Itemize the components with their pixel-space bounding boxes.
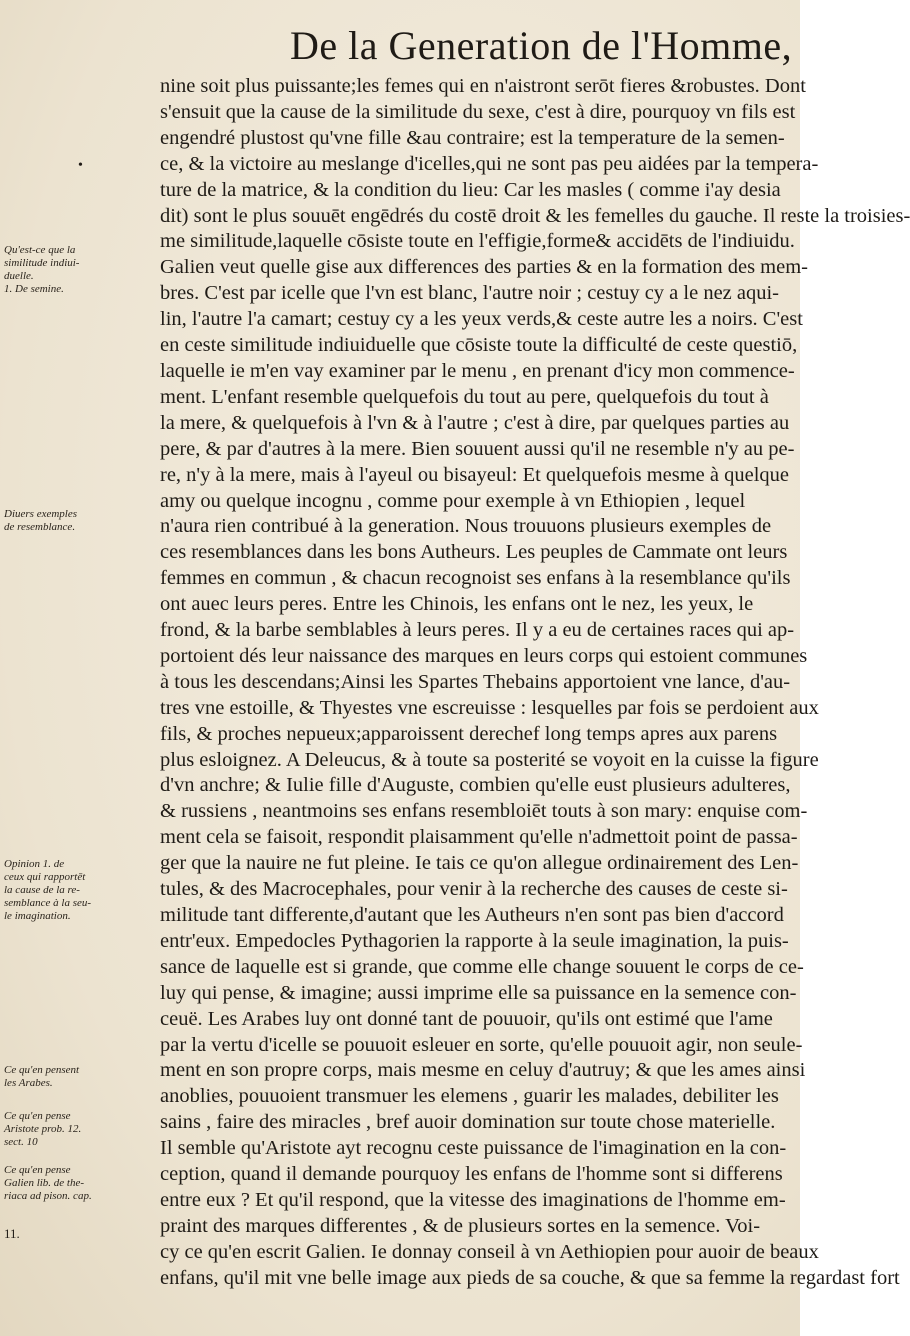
- text-line: ce, & la victoire au meslange d'icelles,qui ne sont pas peu aidées par la tempera-: [160, 152, 819, 175]
- text-line: ont auec leurs peres. Entre les Chinois, les enfans ont le nez, les yeux, le: [160, 593, 754, 616]
- text-line: pere, & par d'autres à la mere. Bien souuent aussi qu'il ne resemble n'y au pe-: [160, 437, 795, 460]
- text-line: luy qui pense, & imagine; aussi imprime elle sa puissance en la semence con-: [160, 981, 797, 1004]
- text-line: femmes en commun , & chacun recognoist ses enfans à la resemblance qu'ils: [160, 567, 791, 590]
- text-line: tres vne estoille, & Thyestes vne escreuisse : lesquelles par fois se perdoient aux: [160, 696, 819, 719]
- text-line: engendré plustost qu'vne fille &au contraire; est la temperature de la semen-: [160, 126, 785, 149]
- text-line: portoient dés leur naissance des marques en leurs corps qui estoient communes: [160, 644, 808, 667]
- text-line: dit) sont le plus souuēt engēdrés du costē droit & les femelles du gauche. Il reste la troisies-: [160, 204, 910, 227]
- text-line: plus esloignez. A Deleucus, & à toute sa posterité se voyoit en la cuisse la figure: [160, 748, 819, 771]
- text-line: nine soit plus puissante;les femes qui en n'aistront serōt fieres &robustes. Dont: [160, 75, 806, 97]
- sidenote-line: Ce qu'en pense: [4, 1164, 71, 1176]
- sidenote-line: de resemblance.: [4, 521, 76, 533]
- text-line: entre eux ? Et qu'il respond, que la vitesse des imaginations de l'homme em-: [160, 1188, 786, 1211]
- text-line: s'ensuit que la cause de la similitude du sexe, c'est à dire, pourquoy vn fils est: [160, 100, 796, 123]
- sidenote-line: Galien lib. de the-: [4, 1177, 85, 1189]
- text-line: cy ce qu'en escrit Galien. Ie donnay conseil à vn Aethiopien pour auoir de beaux: [160, 1240, 819, 1263]
- text-line: me similitude,laquelle cōsiste toute en l'effigie,forme& accidēts de l'indiuidu.: [160, 230, 795, 253]
- text-line: re, n'y à la mere, mais à l'ayeul ou bisayeul: Et quelquefois mesme à quelque: [160, 463, 790, 486]
- text-line: & russiens , neantmoins ses enfans resembloiēt touts à son mary: enquise com-: [160, 800, 808, 823]
- text-line: d'vn anchre; & Iulie fille d'Auguste, combien qu'elle eust plusieurs adulteres,: [160, 774, 791, 797]
- sidenote-line: le imagination.: [4, 910, 71, 922]
- sidenote-opinion: [4, 858, 154, 923]
- sidenote-line: les Arabes.: [4, 1077, 53, 1089]
- sidenote-line: Aristote prob. 12.: [4, 1123, 82, 1135]
- text-line: sance de laquelle est si grande, que comme elle change souuent le corps de ce-: [160, 955, 804, 978]
- sidenote-line: similitude indiui-: [4, 257, 80, 269]
- sidenote-line: duelle.: [4, 270, 34, 282]
- text-line: lin, l'autre l'a camart; cestuy cy a les yeux verds,& ceste autre les a noirs. C'est: [160, 308, 803, 331]
- text-line: frond, & la barbe semblables à leurs peres. Il y a eu de certaines races qui ap-: [160, 619, 795, 642]
- main-text-block: [160, 74, 910, 1292]
- text-line: en ceste similitude indiuiduelle que cōsiste toute la difficulté de ceste questiō,: [160, 334, 798, 357]
- text-line: n'aura rien contribué à la generation. Nous trouuons plusieurs exemples de: [160, 515, 772, 538]
- sidenote-galien: [4, 1164, 154, 1203]
- sidenote-line: Ce qu'en pensent: [4, 1064, 80, 1076]
- text-line: fils, & proches nepueux;apparoissent derechef long temps apres aux parens: [160, 722, 778, 745]
- sidenote-line: riaca ad pison. cap.: [4, 1190, 92, 1202]
- text-line: ment. L'enfant resemble quelquefois du tout au pere, quelquefois du tout à: [160, 385, 769, 408]
- text-line: entr'eux. Empedocles Pythagorien la rapporte à la seule imagination, la puis-: [160, 929, 789, 952]
- text-line: ment cela se faisoit, respondit plaisamment qu'elle n'admettoit point de passa-: [160, 826, 798, 849]
- text-line: bres. C'est par icelle que l'vn est blanc, l'autre noir ; cestuy cy a le nez aqui-: [160, 282, 780, 305]
- text-line: par la vertu d'icelle se pouuoit esleuer en sorte, qu'elle pouuoit agir, non seule-: [160, 1033, 803, 1056]
- text-line: amy ou quelque incognu , comme pour exemple à vn Ethiopien , lequel: [160, 489, 746, 512]
- sidenote-line: Qu'est-ce que la: [4, 244, 76, 256]
- sidenote-line: 1. De semine.: [4, 283, 64, 295]
- sidenote-exemples: [4, 508, 154, 534]
- sidenote-line: la cause de la re-: [4, 884, 80, 896]
- text-line: tules, & des Macrocephales, pour venir à la recherche des causes de ceste si-: [160, 878, 788, 901]
- text-line: militude tant differente,d'autant que les Autheurs n'en sont pas bien d'accord: [160, 904, 784, 926]
- running-head: De la Generation de l'Homme,: [290, 23, 793, 68]
- text-line: ger que la nauire ne fut pleine. Ie tais ce qu'on allegue ordinairement des Len-: [160, 852, 799, 875]
- sidenote-line: Opinion 1. de: [4, 858, 65, 870]
- text-line: ture de la matrice, & la condition du lieu: Car les masles ( comme i'ay desia: [160, 178, 781, 201]
- text-line: Galien veut quelle gise aux differences des parties & en la formation des mem-: [160, 256, 808, 279]
- sidenote-line: semblance à la seu-: [4, 897, 92, 909]
- text-line: sains , faire des miracles , bref auoir domination sur toute chose materielle.: [160, 1111, 776, 1134]
- sidenote-aristote: [4, 1110, 154, 1149]
- text-line: à tous les descendans;Ainsi les Spartes Thebains apportoient vne lance, d'au-: [160, 670, 791, 693]
- text-line: Il semble qu'Aristote ayt recognu ceste puissance de l'imagination en la con-: [160, 1137, 787, 1160]
- text-line: enfans, qu'il mit vne belle image aux pieds de sa couche, & que sa femme la regardast fort: [160, 1266, 900, 1289]
- sidenote-arabes: [4, 1064, 154, 1090]
- text-line: ception, quand il demande pourquoy les enfans de l'homme sont si differens: [160, 1163, 783, 1186]
- gutter-dot: •: [78, 158, 83, 173]
- text-line: ceuë. Les Arabes luy ont donné tant de pouuoir, qu'ils ont estimé que l'ame: [160, 1007, 773, 1030]
- text-line: ment en son propre corps, mais mesme en celuy d'autruy; & que les ames ainsi: [160, 1059, 806, 1082]
- text-line: anoblies, pouuoient transmuer les elemens , guarir les malades, debiliter les: [160, 1085, 779, 1108]
- text-line: ces resemblances dans les bons Autheurs. Les peuples de Cammate ont leurs: [160, 541, 788, 564]
- sidenote-similitude: [4, 244, 154, 296]
- sidenote-line: sect. 10: [4, 1136, 38, 1148]
- sidenote-line: Ce qu'en pense: [4, 1110, 71, 1122]
- sidenote-line: Diuers exemples: [4, 508, 78, 520]
- text-line: laquelle ie m'en vay examiner par le menu , en prenant d'icy mon commence-: [160, 359, 795, 382]
- text-line: la mere, & quelquefois à l'vn & à l'autre ; c'est à dire, par quelques parties au: [160, 411, 790, 434]
- sidenote-line: ceux qui rapportēt: [4, 871, 86, 883]
- page-signature: 11.: [4, 1226, 20, 1241]
- text-line: praint des marques differentes , & de plusieurs sortes en la semence. Voi-: [160, 1214, 761, 1237]
